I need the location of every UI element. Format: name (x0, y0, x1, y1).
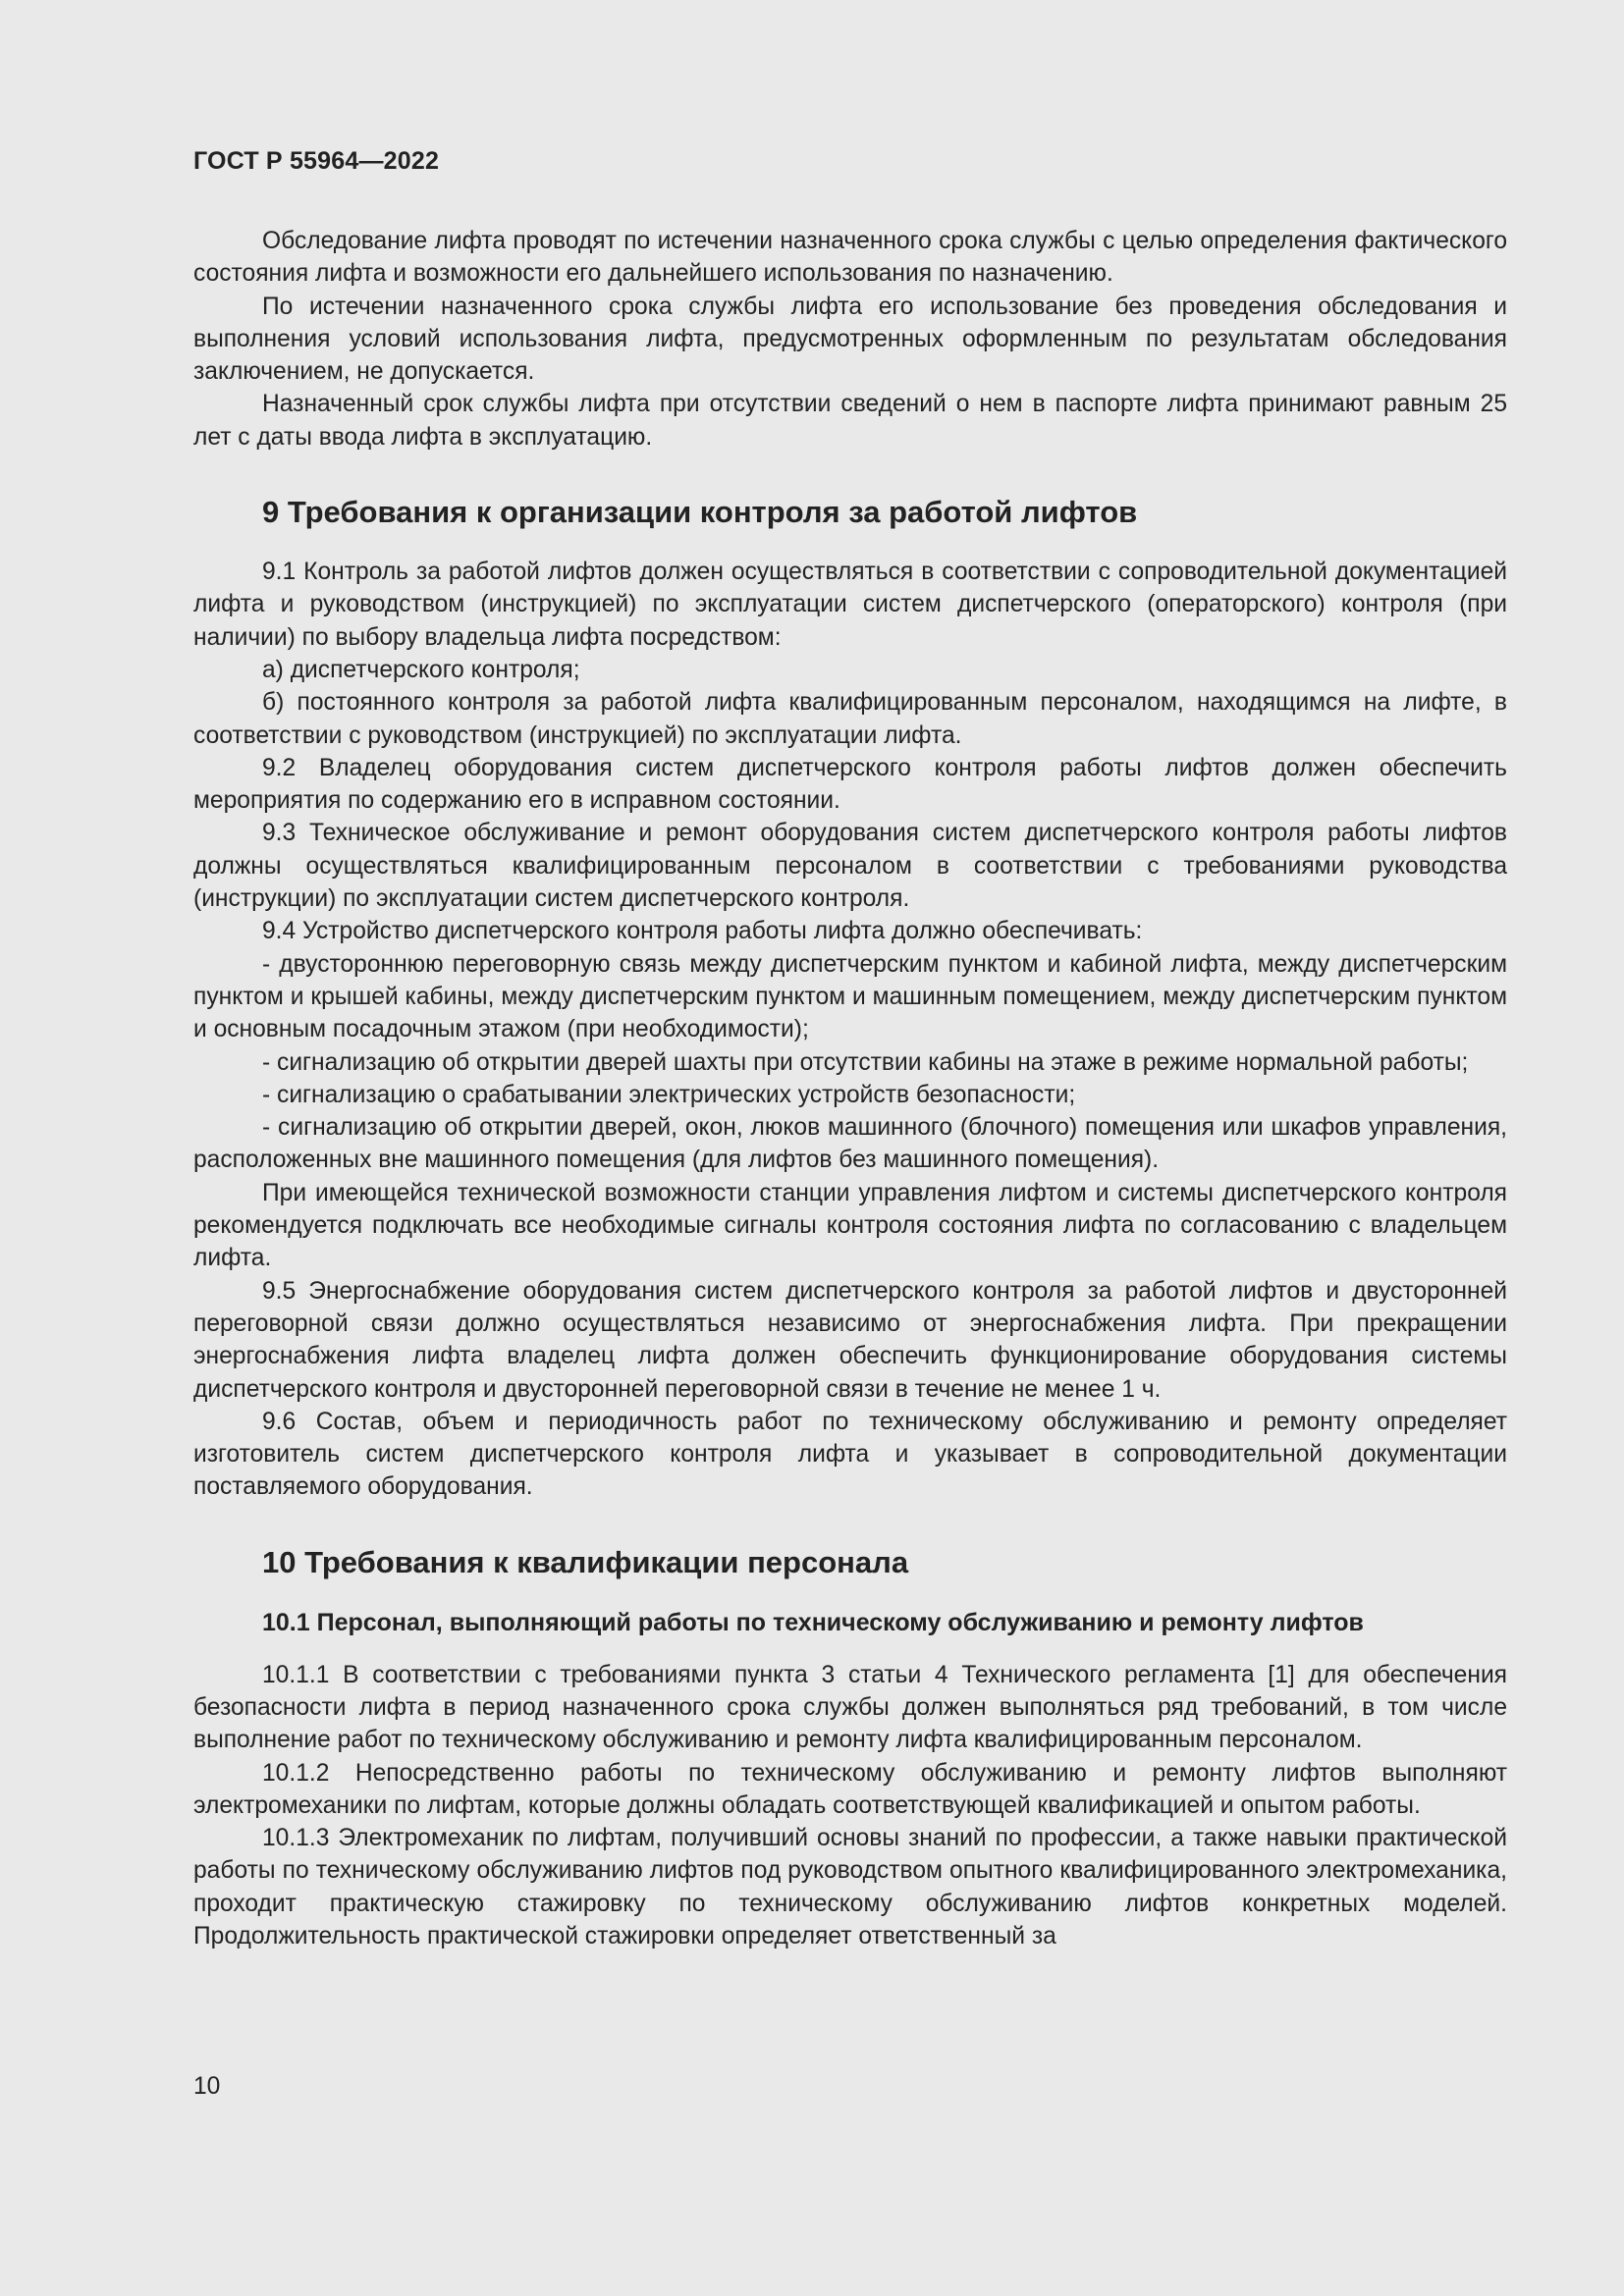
paragraph: 9.1 Контроль за работой лифтов должен осуществляться в соответствии с сопроводительной документацией лифта и руководством (инструкцией) по эксплуатации систем диспетчерского (операторского) контроля (при наличии) по выбору владельца лифта посредством: (193, 559, 1507, 651)
doc-code-header: ГОСТ Р 55964—2022 (193, 147, 440, 175)
list-item: б) постоянного контроля за работой лифта квалифицированным персоналом, находящимся на лифте, в соответствии с руководством (инструкцией) по эксплуатации лифта. (193, 689, 1507, 749)
paragraph: 10.1.1 В соответствии с требованиями пункта 3 статьи 4 Технического регламента [1] для обеспечения безопасности лифта в период назначенного срока службы должен выполняться ряд требований, в том числе выполнение работ по техническому обслуживанию и ремонту лифта квалифицированным персоналом. (193, 1661, 1507, 1754)
subsection-10-1-title: 10.1 Персонал, выполняющий работы по техническому обслуживанию и ремонту лифтов (262, 1608, 1364, 1636)
section-9-body (193, 556, 1507, 1504)
page-number: 10 (193, 2073, 221, 2100)
paragraph: 9.2 Владелец оборудования систем диспетчерского контроля работы лифтов должен обеспечить мероприятия по содержанию его в исправном состоянии. (193, 754, 1507, 815)
list-item: а) диспетчерского контроля; (262, 656, 580, 683)
section-10-body (193, 1659, 1507, 1953)
paragraph: 9.4 Устройство диспетчерского контроля работы лифта должно обеспечивать: (262, 918, 1143, 945)
intro-block (193, 225, 1507, 454)
list-item: - двустороннюю переговорную связь между диспетчерским пунктом и кабиной лифта, между диспетчерским пунктом и крышей кабины, между диспетчерским пунктом и машинным помещением, между диспетчерским пунктом и основным посадочным этажом (при необходимости); (193, 950, 1507, 1043)
section-10-title: 10 Требования к квалификации персонала (262, 1544, 909, 1579)
paragraph: Обследование лифта проводят по истечении назначенного срока службы с целью определения фактического состояния лифта и возможности его дальнейшего использования по назначению. (193, 228, 1507, 288)
list-item: - сигнализацию об открытии дверей, окон, люков машинного (блочного) помещения или шкафов управления, расположенных вне машинного помещения (для лифтов без машинного помещения). (193, 1114, 1507, 1174)
paragraph: При имеющейся технической возможности станции управления лифтом и системы диспетчерского контроля рекомендуется подключать все необходимые сигналы контроля состояния лифта по согласованию с владельцем лифта. (193, 1179, 1507, 1272)
paragraph: 10.1.2 Непосредственно работы по техническому обслуживанию и ремонту лифтов выполняют электромеханики по лифтам, которые должны обладать соответствующей квалификацией и опытом работы. (193, 1759, 1507, 1819)
paragraph: 10.1.3 Электромеханик по лифтам, получивший основы знаний по профессии, а также навыки практической работы по техническому обслуживанию лифтов под руководством опытного квалифицированного электромеханика, проходит практическую стажировку по техническому обслуживанию лифтов конкретных моделей. Продолжительность практической стажировки определяет ответственный за (193, 1825, 1507, 1950)
paragraph: Назначенный срок службы лифта при отсутствии сведений о нем в паспорте лифта принимают равным 25 лет с даты ввода лифта в эксплуатацию. (193, 391, 1507, 451)
paragraph: По истечении назначенного срока службы лифта его использование без проведения обследования и выполнения условий использования лифта, предусмотренных оформленным по результатам обследования заключением, не допускается. (193, 293, 1507, 386)
paragraph: 9.5 Энергоснабжение оборудования систем диспетчерского контроля за работой лифтов и двусторонней переговорной связи должно осуществляться независимо от энергоснабжения лифта. При прекращении энергоснабжения лифта владелец лифта должен обеспечить функционирование оборудования системы диспетчерского контроля и двусторонней переговорной связи в течение не менее 1 ч. (193, 1277, 1507, 1403)
paragraph: 9.6 Состав, объем и периодичность работ по техническому обслуживанию и ремонту определяет изготовитель систем диспетчерского контроля лифта и указывает в сопроводительной документации поставляемого оборудования. (193, 1408, 1507, 1501)
paragraph: 9.3 Техническое обслуживание и ремонт оборудования систем диспетчерского контроля работы лифтов должны осуществляться квалифицированным персоналом в соответствии с требованиями руководства (инструкции) по эксплуатации систем диспетчерского контроля. (193, 820, 1507, 913)
document-page (193, 147, 1507, 1952)
list-item: - сигнализацию об открытии дверей шахты при отсутствии кабины на этаже в режиме нормальной работы; (262, 1048, 1469, 1076)
section-9-title: 9 Требования к организации контроля за работой лифтов (262, 495, 1138, 530)
list-item: - сигнализацию о срабатывании электрических устройств безопасности; (262, 1081, 1076, 1108)
